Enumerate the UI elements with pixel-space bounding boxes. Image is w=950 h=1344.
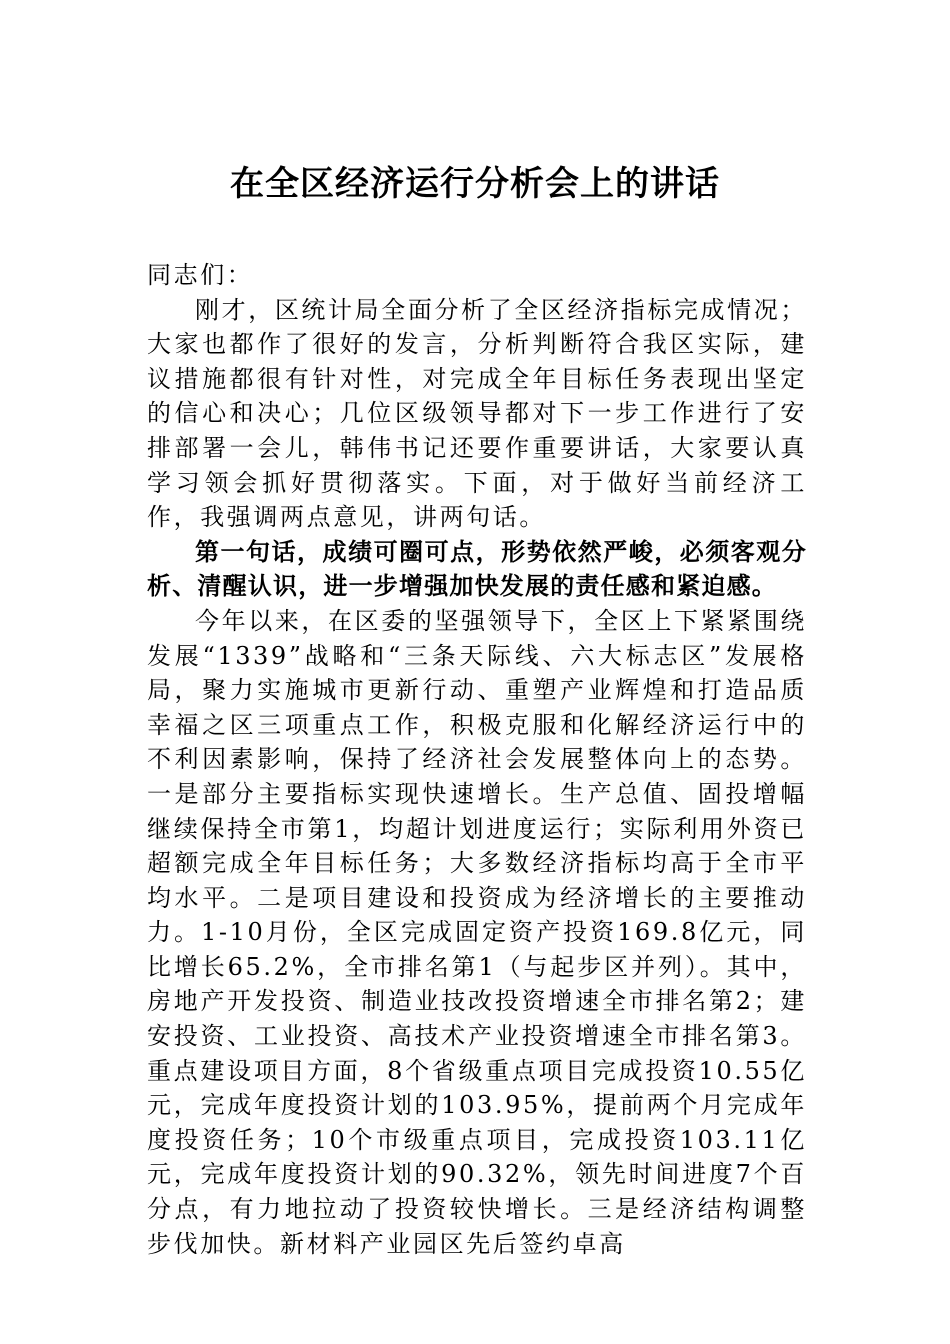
paragraph-heading-first-point: 第一句话，成绩可圈可点，形势依然严峻，必须客观分析、清醒认识，进一步增强加快发展的责任感和紧迫感。 <box>147 536 807 601</box>
paragraph-opening: 刚才，区统计局全面分析了全区经济指标完成情况；大家也都作了很好的发言，分析判断符合我区实际，建议措施都很有针对性，对完成全年目标任务表现出坚定的信心和决心；几位区级领导都对下一步工作进行了安排部署一会儿，韩伟书记还要作重要讲话，大家要认真学习领会抓好贯彻落实。下面，对于做好当前经济工作，我强调两点意见，讲两句话。 <box>147 295 807 532</box>
document-title: 在全区经济运行分析会上的讲话 <box>230 164 720 204</box>
salutation: 同志们： <box>147 261 254 289</box>
document-body <box>147 258 807 1261</box>
paragraph-achievements: 今年以来，在区委的坚强领导下，全区上下紧紧围绕发展“1339”战略和“三条天际线、六大标志区”发展格局，聚力实施城市更新行动、重塑产业辉煌和打造品质幸福之区三项重点工作，积极克服和化解经济运行中的不利因素影响，保持了经济社会发展整体向上的态势。一是部分主要指标实现快速增长。生产总值、固投增幅继续保持全市第1，均超计划进度运行；实际利用外资已超额完成全年目标任务；大多数经济指标均高于全市平均水平。二是项目建设和投资成为经济增长的主要推动力。1-10月份，全区完成固定资产投资169.8亿元，同比增长65.2%，全市排名第1（与起步区并列）。其中，房地产开发投资、制造业技改投资增速全市排名第2；建安投资、工业投资、高技术产业投资增速全市排名第3。重点建设项目方面，8个省级重点项目完成投资10.55亿元，完成年度投资计划的103.95%，提前两个月完成年度投资任务；10个市级重点项目，完成投资103.11亿元，完成年度投资计划的90.32%，领先时间进度7个百分点，有力地拉动了投资较快增长。三是经济结构调整步伐加快。新材料产业园区先后签约卓高 <box>147 606 807 1258</box>
